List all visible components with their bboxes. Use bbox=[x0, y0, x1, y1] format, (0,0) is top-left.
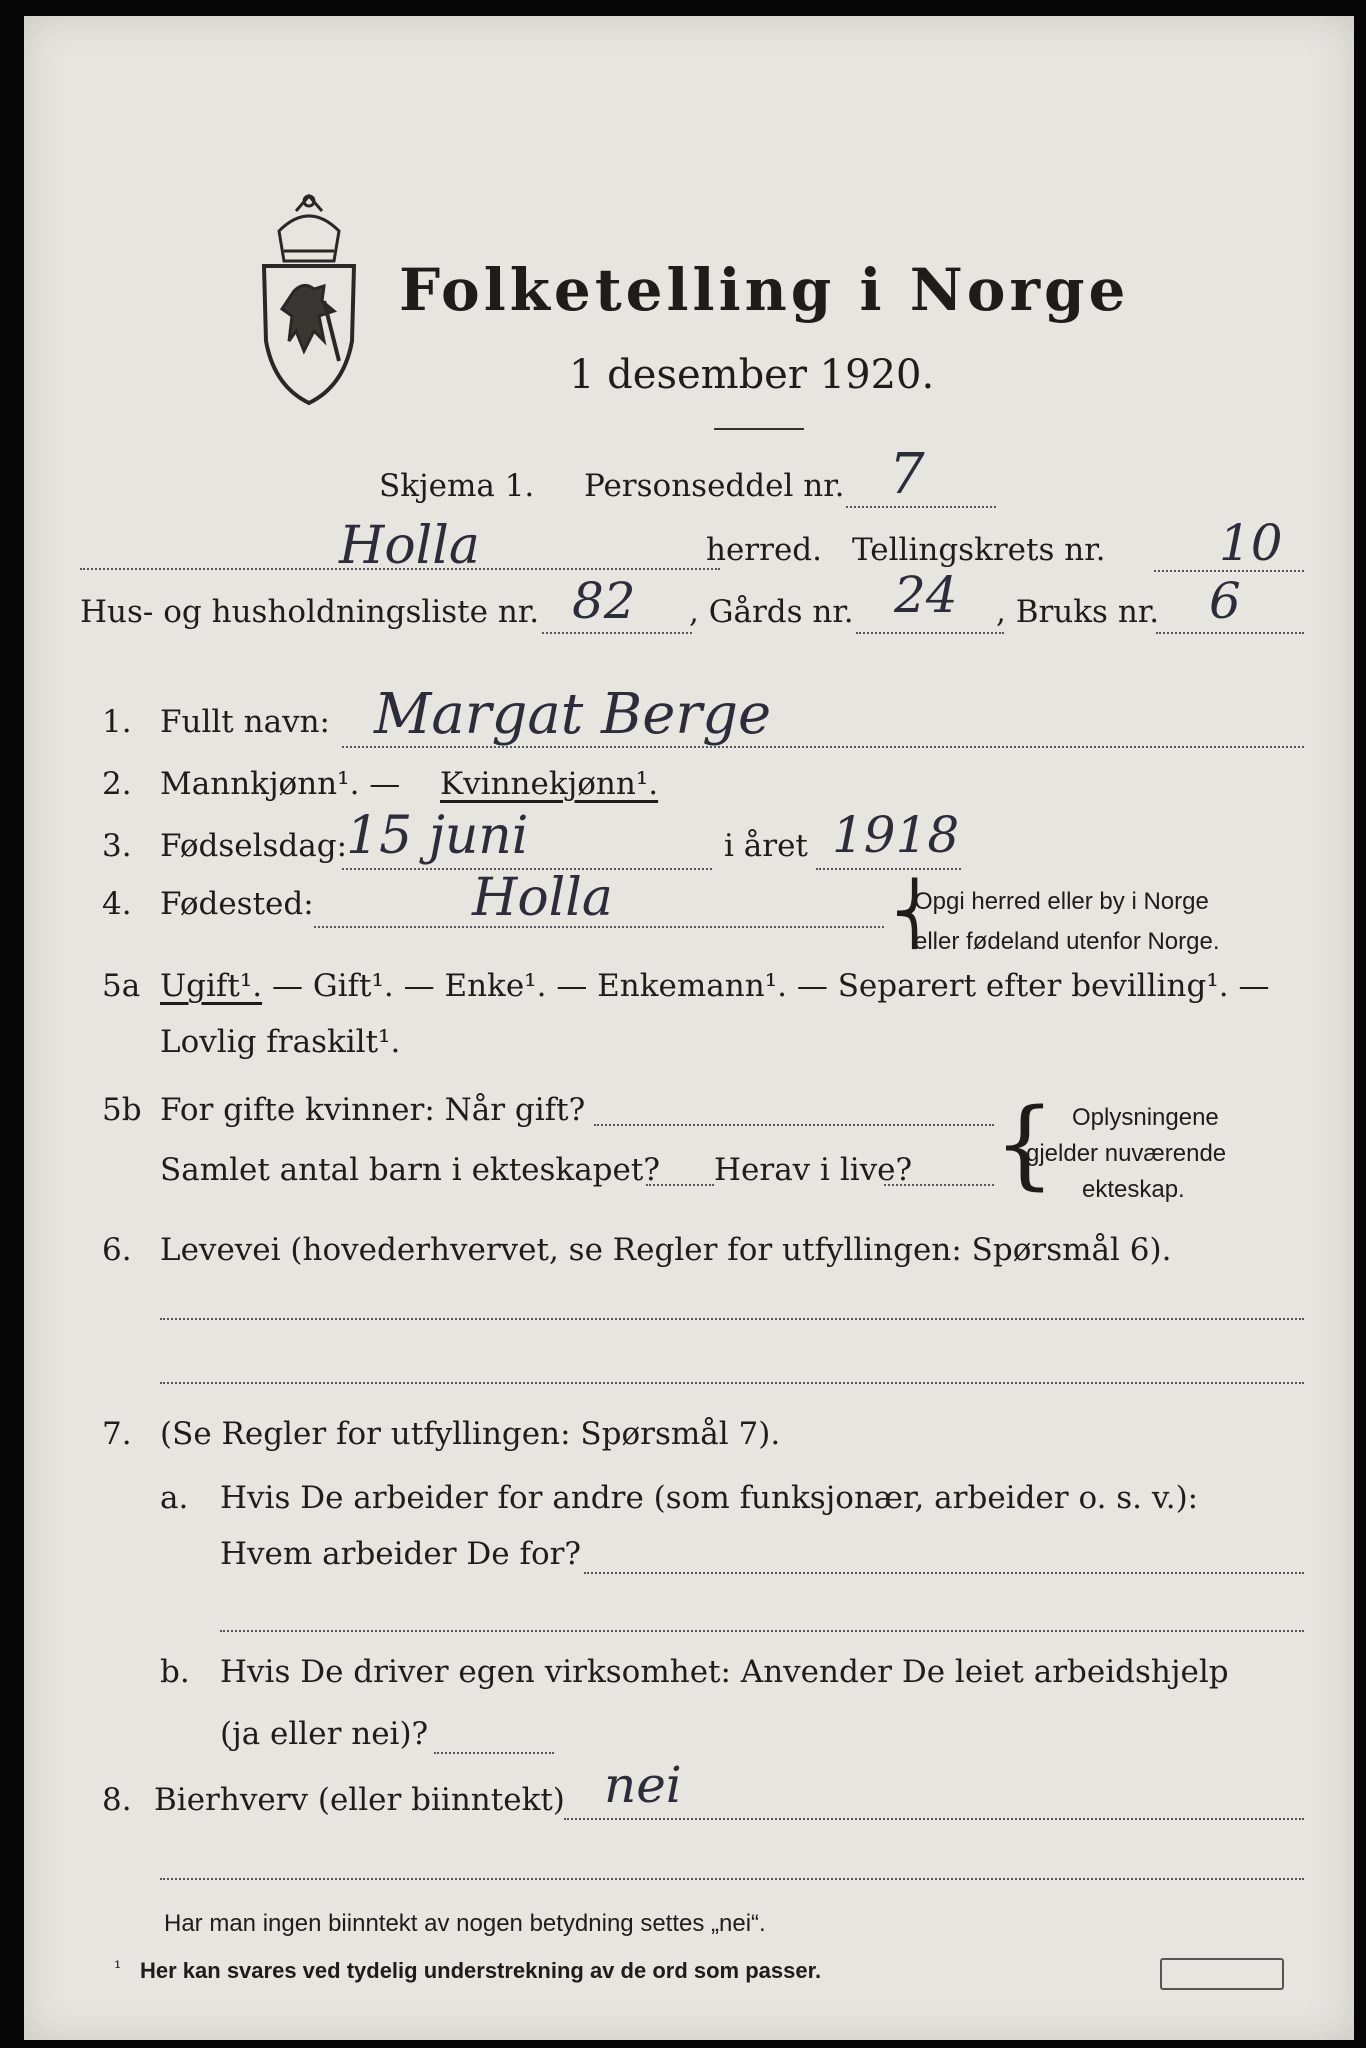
marriage-note-3: ekteskap. bbox=[1082, 1176, 1185, 1203]
form-title: Folketelling i Norge bbox=[399, 256, 1130, 324]
q8-number: 8. bbox=[102, 1782, 132, 1818]
personseddel-label: Personseddel nr. bbox=[584, 468, 845, 504]
birthday-value: 15 juni bbox=[346, 806, 529, 866]
occupation-line-1 bbox=[160, 1318, 1304, 1320]
bruks-value: 6 bbox=[1209, 572, 1241, 630]
birthplace-note-2: eller fødeland utenfor Norge. bbox=[914, 928, 1220, 955]
coat-of-arms-icon bbox=[234, 191, 384, 411]
census-form bbox=[24, 16, 1354, 2040]
marital-ugift-option: Ugift¹. bbox=[160, 968, 263, 1004]
q4-label: Fødested: bbox=[160, 886, 314, 922]
side-income-line-2 bbox=[160, 1878, 1304, 1880]
alive-line bbox=[884, 1184, 994, 1186]
occupation-line-2 bbox=[160, 1382, 1304, 1384]
hus-value: 82 bbox=[572, 572, 636, 630]
full-name-value: Margat Berge bbox=[374, 682, 772, 747]
hus-line bbox=[542, 632, 692, 634]
census-date: 1 desember 1920. bbox=[569, 352, 935, 398]
marriage-note-1: Oplysningene bbox=[1072, 1104, 1219, 1131]
q7-number: 7. bbox=[102, 1416, 132, 1452]
q7b-label: Hvis De driver egen virksomhet: Anvender De leiet arbeidshjelp bbox=[220, 1654, 1229, 1690]
tellingskrets-label: Tellingskrets nr. bbox=[852, 532, 1106, 568]
marriage-note-2: gjelder nuværende bbox=[1026, 1140, 1227, 1167]
children-label: Samlet antal barn i ekteskapet? bbox=[160, 1152, 660, 1188]
printer-stamp bbox=[1160, 1958, 1284, 1990]
tellingskrets-value: 10 bbox=[1219, 514, 1283, 572]
q1-number: 1. bbox=[102, 704, 132, 740]
year-value: 1918 bbox=[832, 806, 960, 864]
q8-label: Bierhverv (eller biinntekt) bbox=[154, 1782, 565, 1818]
year-label: i året bbox=[724, 828, 808, 864]
q7b-label-2: (ja eller nei)? bbox=[220, 1716, 429, 1752]
birthplace-value: Holla bbox=[472, 868, 613, 928]
employer-line-2 bbox=[220, 1630, 1304, 1632]
q5b-label: For gifte kvinner: Når gift? bbox=[160, 1092, 586, 1128]
employer-line bbox=[584, 1572, 1304, 1574]
marital-fraskilt-option: Lovlig fraskilt¹. bbox=[160, 1024, 401, 1060]
marital-other-options: — Gift¹. — Enke¹. — Enkemann¹. — Separert efter bevilling¹. — bbox=[272, 968, 1270, 1004]
q1-label: Fullt navn: bbox=[160, 704, 330, 740]
q7a-number: a. bbox=[160, 1480, 189, 1516]
gards-line bbox=[856, 632, 1004, 634]
q5b-number: 5b bbox=[102, 1092, 142, 1128]
q5a-number: 5a bbox=[102, 968, 141, 1004]
footer-note: Har man ingen biinntekt av nogen betydning settes „nei“. bbox=[164, 1910, 766, 1937]
divider bbox=[714, 428, 804, 430]
q6-number: 6. bbox=[102, 1232, 132, 1268]
gards-value: 24 bbox=[894, 566, 958, 624]
year-line bbox=[816, 868, 961, 870]
q2-number: 2. bbox=[102, 766, 132, 802]
alive-label: Herav i live? bbox=[714, 1152, 913, 1188]
q7a-label: Hvis De arbeider for andre (som funksjonær, arbeider o. s. v.): bbox=[220, 1480, 1199, 1516]
side-income-value: nei bbox=[604, 1756, 682, 1814]
hired-help-line bbox=[434, 1752, 554, 1754]
q6-label: Levevei (hovederhvervet, se Regler for utfyllingen: Spørsmål 6). bbox=[160, 1232, 1172, 1268]
q7a-label-2: Hvem arbeider De for? bbox=[220, 1536, 582, 1572]
married-when-line bbox=[594, 1124, 994, 1126]
gards-label: , Gårds nr. bbox=[689, 594, 854, 630]
brace: { bbox=[994, 1088, 1056, 1200]
footnote-text: Her kan svares ved tydelig understrekning av de ord som passer. bbox=[140, 1958, 822, 1983]
footnote-mark: ¹ bbox=[114, 1958, 122, 1979]
q3-number: 3. bbox=[102, 828, 132, 864]
q7b-number: b. bbox=[160, 1654, 190, 1690]
side-income-line bbox=[564, 1818, 1304, 1820]
gender-female-option: Kvinnekjønn¹. bbox=[440, 766, 659, 802]
personseddel-value: 7 bbox=[889, 442, 925, 507]
gender-male-option: Mannkjønn¹. — bbox=[160, 766, 401, 802]
q4-number: 4. bbox=[102, 886, 132, 922]
brace: ⎨ bbox=[892, 879, 937, 949]
herred-label: herred. bbox=[706, 532, 822, 568]
q7-label: (Se Regler for utfyllingen: Spørsmål 7). bbox=[160, 1416, 781, 1452]
schema-label: Skjema 1. bbox=[379, 468, 535, 504]
bruks-line bbox=[1156, 632, 1304, 634]
birthplace-note-1: Opgi herred eller by i Norge bbox=[914, 888, 1209, 915]
hus-label: Hus- og husholdningsliste nr. bbox=[80, 594, 540, 630]
q3-label: Fødselsdag: bbox=[160, 828, 348, 864]
children-line bbox=[646, 1184, 714, 1186]
bruks-label: , Bruks nr. bbox=[996, 594, 1160, 630]
herred-value: Holla bbox=[339, 516, 480, 576]
